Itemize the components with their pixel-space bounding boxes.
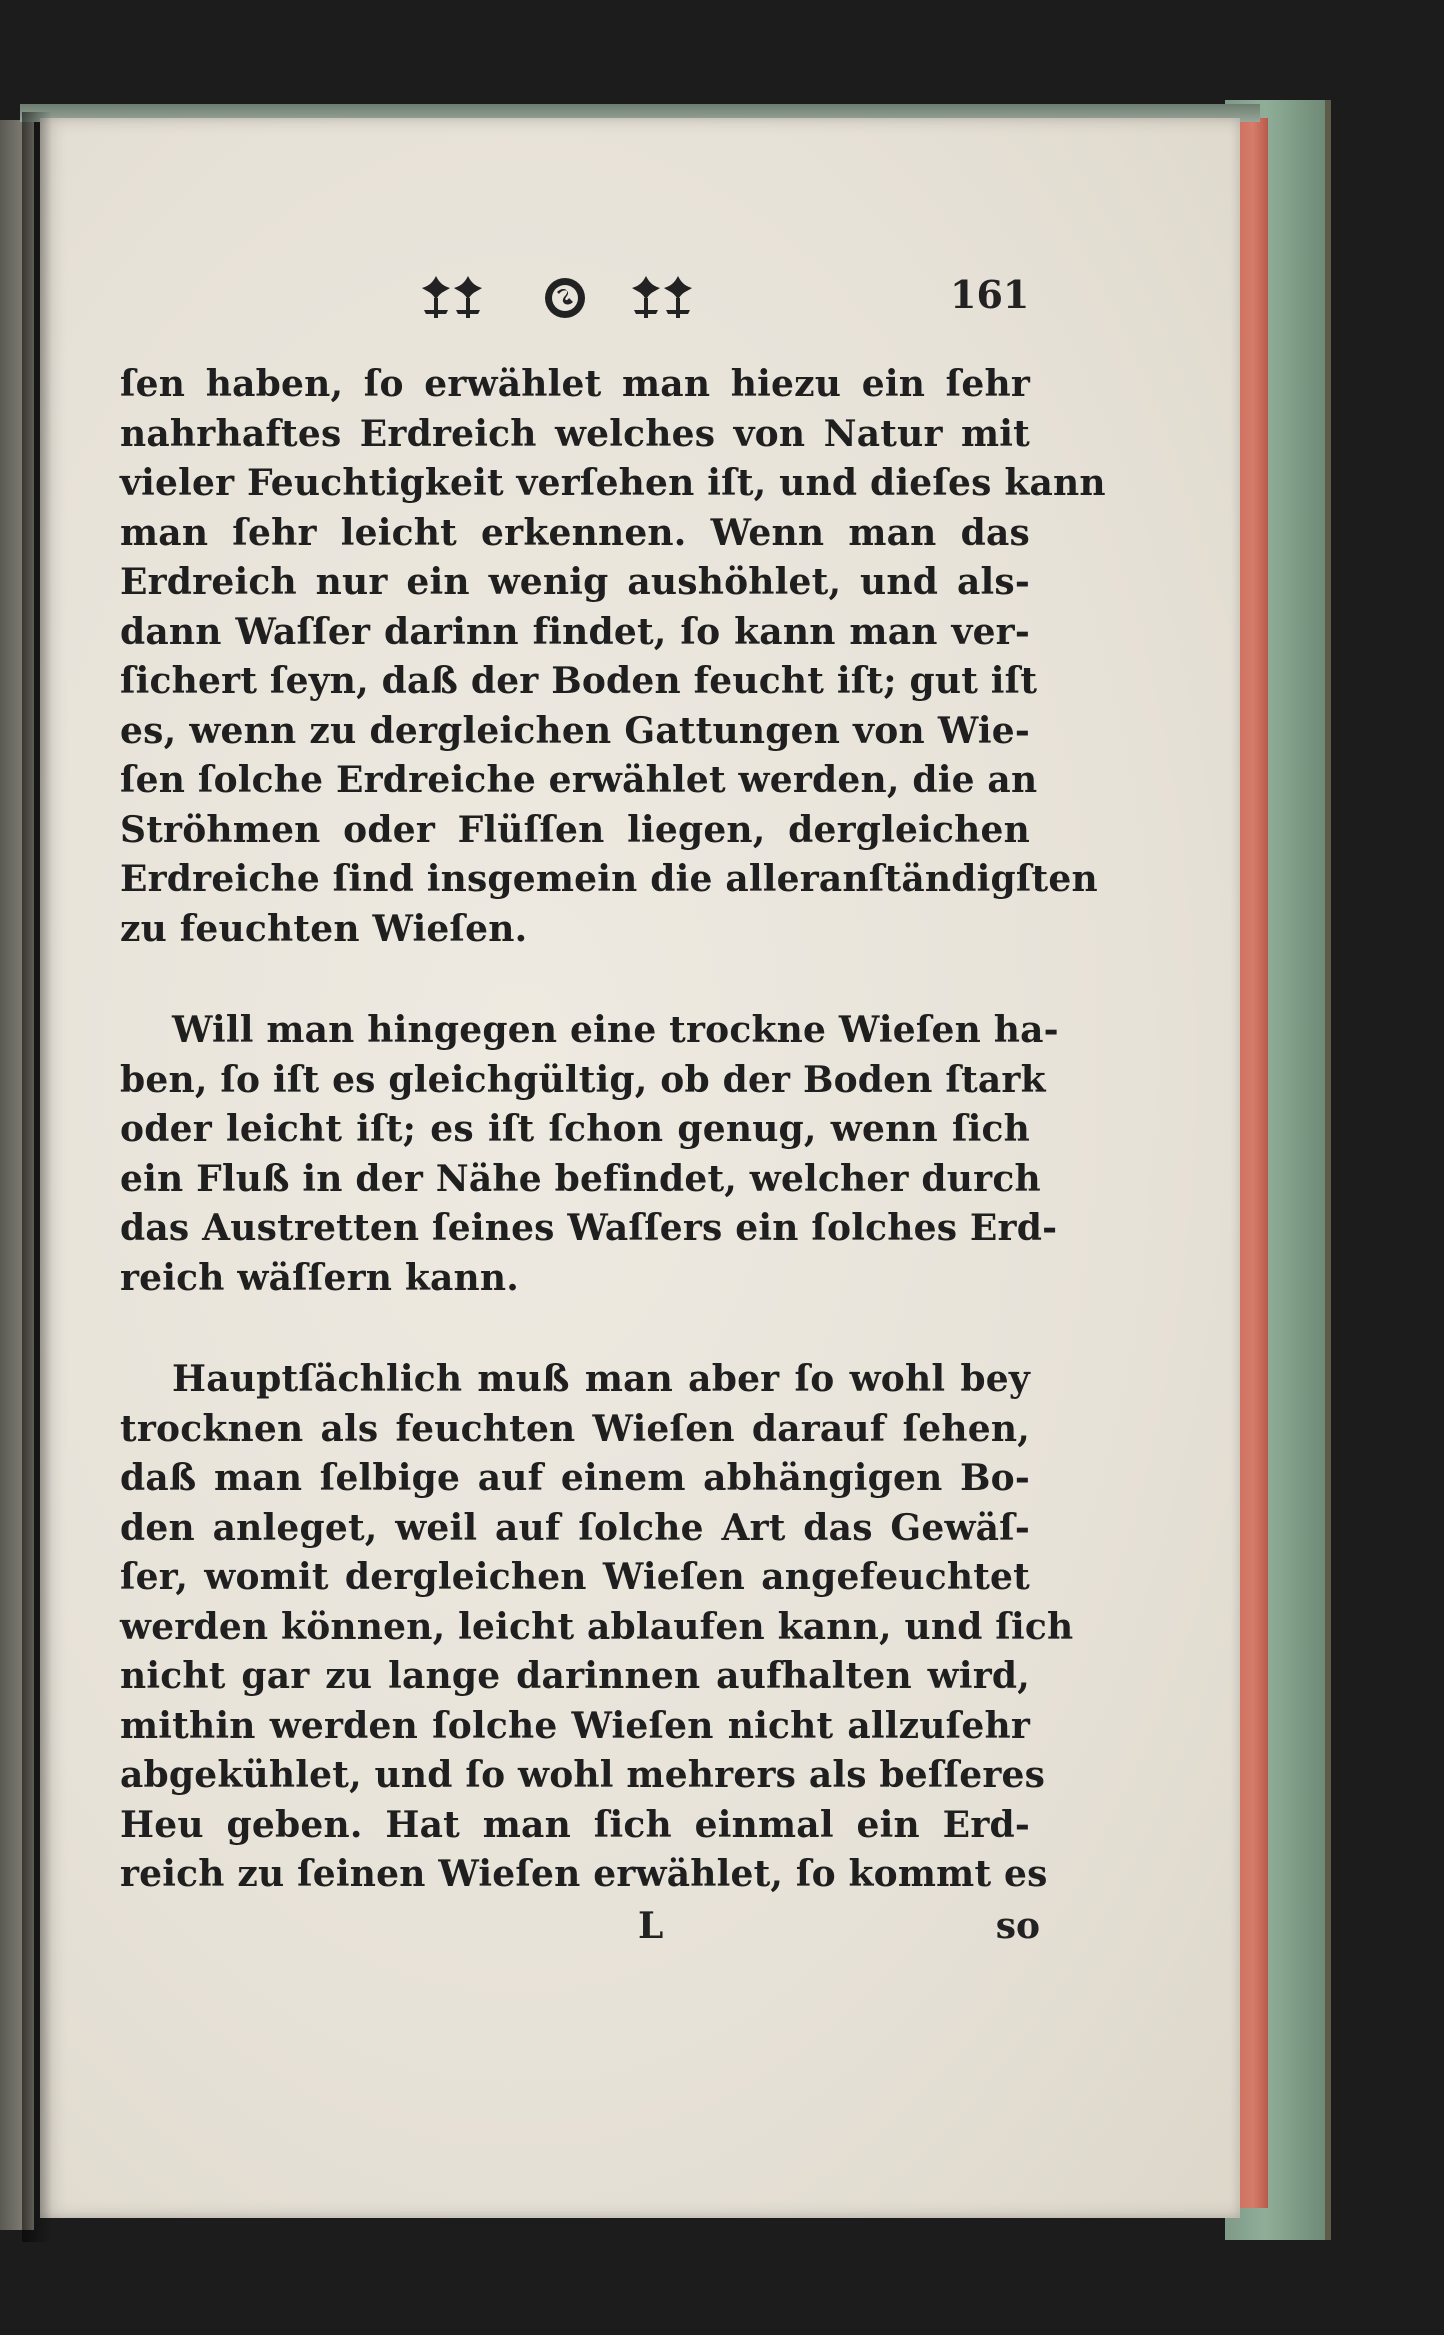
catchword: so — [995, 1905, 1040, 1947]
text-line: nahrhaftes Erdreich welches von Natur mit — [120, 412, 1030, 455]
paragraph-3 — [120, 1355, 1074, 1900]
text-line: es, wenn zu dergleichen Gattungen von Wie- — [120, 709, 1030, 752]
text-line: Erdreich nur ein wenig aushöhlet, und als- — [120, 561, 1030, 603]
paragraph-2 — [120, 1006, 1059, 1303]
text-line: vieler Feuchtigkeit verſehen iſt, und dieſes kann — [120, 462, 1106, 504]
text-line: abgekühlet, und ſo wohl mehrers als beſſeres — [120, 1754, 1046, 1796]
page-footer — [620, 1905, 1040, 1955]
body-text — [120, 360, 1106, 1900]
text-line: werden können, leicht ablaufen kann, und ſich — [120, 1605, 1074, 1648]
text-line: das Austretten ſeines Waſſers ein ſolches Erd- — [120, 1207, 1058, 1249]
paragraph-1 — [120, 360, 1106, 954]
text-line: daß man ſelbige auf einem abhängigen Bo- — [120, 1457, 1030, 1499]
text-line: oder leicht iſt; es iſt ſchon genug, wenn ſich — [120, 1108, 1030, 1150]
text-line: trocknen als feuchten Wieſen darauf ſehen, — [120, 1407, 1030, 1450]
fleuron-ornament-icon — [400, 270, 730, 330]
text-line: ſer, womit dergleichen Wieſen angefeuchtet — [120, 1556, 1030, 1598]
gutter-shadow — [22, 112, 52, 2242]
text-line: reich wäſſern kann. — [120, 1256, 519, 1299]
text-line: ben, ſo iſt es gleichgültig, ob der Boden ſtark — [120, 1058, 1046, 1101]
text-line: Erdreiche ſind insgemein die alleranſtändigſten — [120, 858, 1098, 900]
text-line: ſen ſolche Erdreiche erwählet werden, die an — [120, 759, 1038, 801]
text-line: mithin werden ſolche Wieſen nicht allzuſehr — [120, 1704, 1030, 1747]
text-line: man ſehr leicht erkennen. Wenn man das — [120, 511, 1030, 554]
text-line: Ströhmen oder Flüſſen liegen, dergleichen — [120, 808, 1030, 851]
text-line: nicht gar zu lange darinnen aufhalten wird, — [120, 1655, 1030, 1697]
text-line: ſichert ſeyn, daß der Boden feucht iſt; gut iſt — [120, 660, 1038, 702]
text-line: ſen haben, ſo erwählet man hiezu ein ſehr — [120, 363, 1030, 405]
text-line: zu feuchten Wieſen. — [120, 907, 528, 950]
text-line: Will man hingegen eine trockne Wieſen ha- — [172, 1009, 1059, 1051]
text-line: reich zu ſeinen Wieſen erwählet, ſo kommt es — [120, 1853, 1048, 1895]
red-page-edges — [1238, 118, 1268, 2208]
text-line: dann Waſſer darinn findet, ſo kann man ver- — [120, 610, 1030, 653]
text-line: ein Fluß in der Nähe befindet, welcher durch — [120, 1157, 1041, 1200]
page-number: 161 — [950, 272, 1030, 317]
text-line: Hauptſächlich muß man aber ſo wohl bey — [172, 1358, 1030, 1400]
text-line: Heu geben. Hat man ſich einmal ein Erd- — [120, 1803, 1030, 1846]
signature-mark: L — [638, 1905, 664, 1947]
text-line: den anleget, weil auf ſolche Art das Gewäſ- — [120, 1506, 1030, 1549]
